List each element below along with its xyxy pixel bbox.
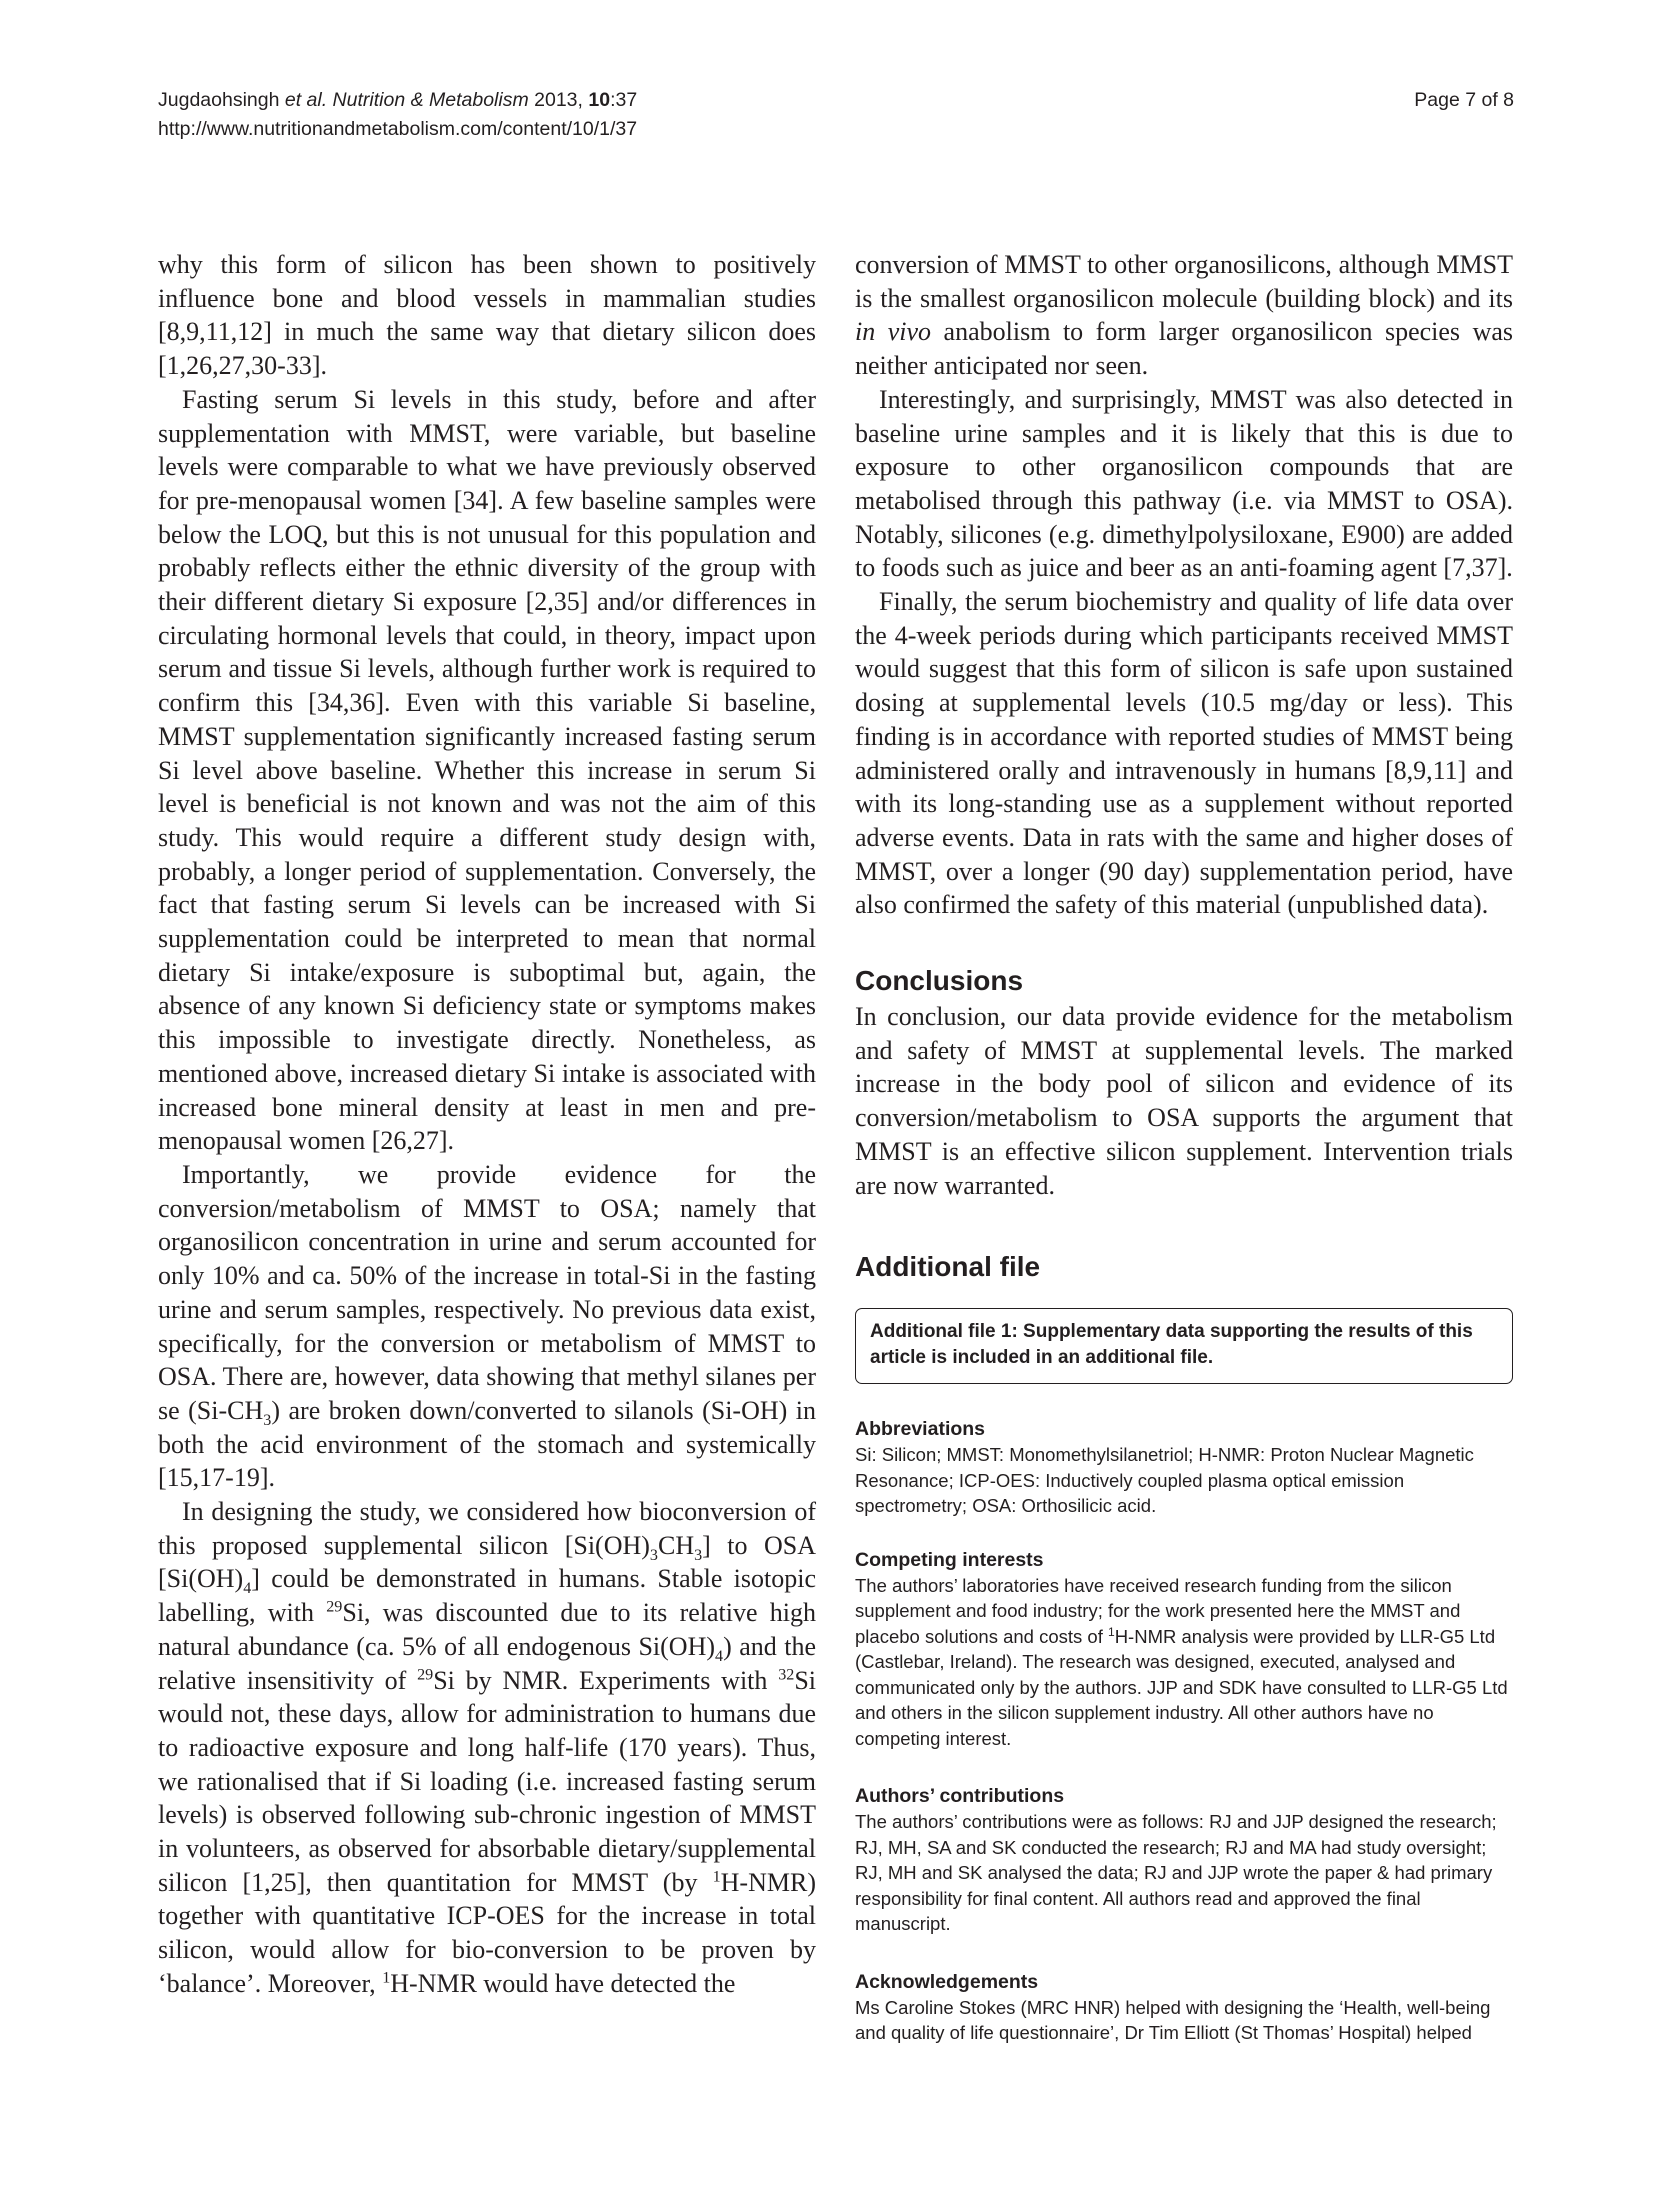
- header-issue: :37: [610, 89, 638, 111]
- abbreviations-section: [855, 1416, 1513, 1519]
- page-number: Page 7 of 8: [1414, 89, 1514, 111]
- running-header: [158, 86, 637, 144]
- conclusions-heading: Conclusions: [855, 965, 1024, 997]
- paragraph: conversion of MMST to other organosilicons, although MMST is the smallest organosilicon molecule (building block) and its in vivo anabolism to form larger organosilicon species was neither anticipated nor seen.: [855, 250, 1513, 381]
- additional-file-box[interactable]: Additional file 1: Supplementary data supporting the results of this article is included in an additional file.: [855, 1308, 1513, 1384]
- competing-interests-text: The authors’ laboratories have received research funding from the silicon supplement and food industry; for the work presented here the MMST and placebo solutions and costs of $^1$H-NMR analysis were provided by LLR-G5 Ltd (Castlebar, Ireland). The research was designed, executed, analysed and communicated only by the authors. JJP and SDK have consulted to LLR-G5 Ltd and others in the silicon supplement industry. All other authors have no competing interest.: [855, 1574, 1508, 1749]
- header-url[interactable]: http://www.nutritionandmetabolism.com/content/10/1/37: [158, 118, 638, 140]
- citation-line: [158, 86, 637, 115]
- authors-contributions-section: [855, 1783, 1513, 1937]
- additional-file-heading: Additional file: [855, 1251, 1041, 1283]
- competing-interests-heading: Competing interests: [855, 1548, 1044, 1571]
- authors-contributions-heading: Authors’ contributions: [855, 1785, 1065, 1808]
- competing-interests-section: [855, 1547, 1513, 1752]
- paragraph: why this form of silicon has been shown to positively influence bone and blood vessels in mammalian studies [8,9,11,12] in much the same way that dietary silicon does [1,26,27,30-33].: [158, 250, 816, 381]
- paragraph: Importantly, we provide evidence for the conversion/metabolism of MMST to OSA; namely that organosilicon concentration in urine and serum accounted for only 10% and ca. 50% of the increase in total-Si in the fasting urine and serum samples, respectively. No previous data exist, specifically, for the conversion or metabolism of MMST to OSA. There are, however, data showing that methyl silanes per se $(Si-CH_3)$ are broken down/converted to silanols (Si-OH) in both the acid environment of the stomach and systemically [15,17-19].: [158, 1159, 817, 1493]
- paragraph: Finally, the serum biochemistry and quality of life data over the 4-week periods during which participants received MMST would suggest that this form of silicon is safe upon sustained dosing at supplemental levels (10.5 mg/day or less). This finding is in accordance with reported studies of MMST being administered orally and intravenously in humans [8,9,11] and with its long-standing use as a supplement without reported adverse events. Data in rats with the same and higher doses of MMST, over a longer (90 day) supplementation period, have also confirmed the safety of this material (unpublished data).: [855, 587, 1513, 920]
- abbreviations-heading: Abbreviations: [855, 1418, 986, 1441]
- acknowledgements-heading: Acknowledgements: [855, 1970, 1039, 1993]
- acknowledgements-text: Ms Caroline Stokes (MRC HNR) helped with designing the ‘Health, well-being and quality of life questionnaire’, Dr Tim Elliott (St Thomas’ Hospital) helped: [855, 1996, 1491, 2044]
- header-year: 2013,: [528, 89, 589, 111]
- paragraph: Fasting serum Si levels in this study, before and after supplementation with MMST, were variable, but baseline levels were comparable to what we have previously observed for pre-menopausal women [34]. A few baseline samples were below the LOQ, but this is not unusual for this population and probably reflects either the ethnic diversity of the group with their different dietary Si exposure [2,35] and/or differences in circulating hormonal levels that could, in theory, impact upon serum and tissue Si levels, although further work is required to confirm this [34,36]. Even with this variable Si baseline, MMST supplementation significantly increased fasting serum Si level above baseline. Whether this increase in serum Si level is beneficial is not known and was not the aim of this study. This would require a different study design with, probably, a longer period of supplementation. Conversely, the fact that fasting serum Si levels can be increased with Si supplementation could be interpreted to mean that normal dietary Si intake/exposure is suboptimal but, again, the absence of any known Si deficiency state or symptoms makes this impossible to investigate directly. Nonetheless, as mentioned above, increased dietary Si intake is associated with increased bone mineral density at least in men and pre-menopausal women [26,27].: [158, 384, 816, 1156]
- right-column: [855, 248, 1513, 2046]
- left-column: [158, 248, 816, 2001]
- authors-contributions-text: The authors’ contributions were as follows: RJ and JJP designed the research; RJ, MH, SA and SK conducted the research; RJ and MA had study oversight; RJ, MH and SK analysed the data; RJ and JJP wrote the paper & had primary responsibility for final content. All authors read and approved the final manuscript.: [855, 1811, 1497, 1935]
- paragraph: In designing the study, we considered how bioconversion of this proposed supplemental silicon $[Si(OH)_3CH_3]$ to OSA $[Si(OH)_4]$ could be demonstrated in humans. Stable isotopic labelling, with $^{29}$Si, was discounted due to its relative high natural abundance (ca. 5% of all endogenous $Si(OH)_4$) and the relative insensitivity of $^{29}$Si by NMR. Experiments with $^{32}$Si would not, these days, allow for administration to humans due to radioactive exposure and long half-life (170 years). Thus, we rationalised that if Si loading (i.e. increased fasting serum levels) is observed following sub-chronic ingestion of MMST in volunteers, as observed for absorbable dietary/supplemental silicon [1,25], then quantitation for MMST (by $^1$H-NMR) together with quantitative ICP-OES for the increase in total silicon, would allow for bio-conversion to be proven by ‘balance’. Moreover, $^1$H-NMR would have detected the: [158, 1497, 817, 1998]
- abbreviations-text: Si: Silicon; MMST: Monomethylsilanetriol; H-NMR: Proton Nuclear Magnetic Resonance; ICP-OES: Inductively coupled plasma optical emission spectrometry; OSA: Orthosilicic acid.: [855, 1444, 1474, 1517]
- header-journal: et al. Nutrition & Metabolism: [284, 89, 529, 111]
- header-author: Jugdaohsingh: [158, 89, 280, 111]
- header-volume: 10: [588, 89, 611, 111]
- paragraph: Interestingly, and surprisingly, MMST was also detected in baseline urine samples and it is likely that this is due to exposure to other organosilicon compounds that are metabolised through this pathway (i.e. via MMST to OSA). Notably, silicones (e.g. dimethylpolysiloxane, E900) are added to foods such as juice and beer as an anti-foaming agent [7,37].: [855, 384, 1513, 583]
- acknowledgements-section: [855, 1969, 1513, 2046]
- conclusions-paragraph: In conclusion, our data provide evidence for the metabolism and safety of MMST at supplemental levels. The marked increase in the body pool of silicon and evidence of its conversion/metabolism to OSA supports the argument that MMST is an effective silicon supplement. Intervention trials are now warranted.: [855, 1002, 1513, 1200]
